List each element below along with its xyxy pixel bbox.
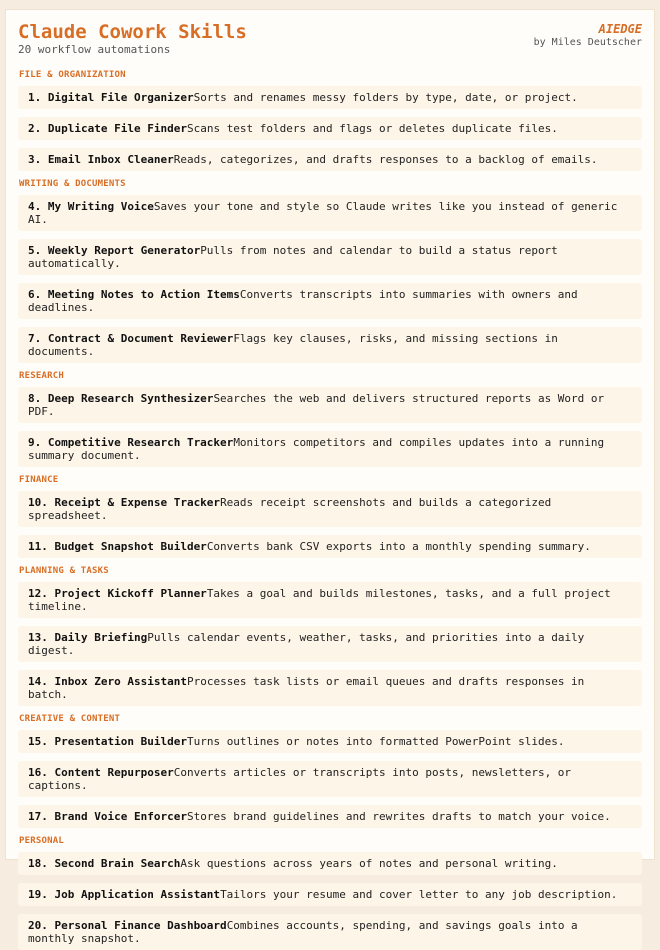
skill-item bbox=[18, 730, 642, 753]
skill-description: Converts bank CSV exports into a monthly spending summary. bbox=[206, 540, 591, 553]
skill-name: 7. Contract & Document Reviewer bbox=[28, 332, 234, 345]
skill-name: 19. Job Application Assistant bbox=[28, 888, 221, 901]
skill-item bbox=[18, 148, 642, 171]
skill-item bbox=[18, 626, 642, 662]
skill-item bbox=[18, 805, 642, 828]
skill-description: Scans test folders and flags or deletes duplicate files. bbox=[186, 122, 558, 135]
skill-item bbox=[18, 195, 642, 231]
skill-name: 11. Budget Snapshot Builder bbox=[28, 540, 207, 553]
byline: by Miles Deutscher bbox=[533, 37, 642, 48]
brand-logo: AIEDGE bbox=[598, 22, 642, 36]
skill-description: Monitors competitors and compiles updates into a running summary document. bbox=[28, 436, 605, 462]
skill-item bbox=[18, 914, 642, 950]
skill-name: 17. Brand Voice Enforcer bbox=[28, 810, 187, 823]
skill-name: 3. Email Inbox Cleaner bbox=[28, 153, 174, 166]
section-title: RESEARCH bbox=[19, 371, 64, 381]
skill-name: 16. Content Repurposer bbox=[28, 766, 174, 779]
skill-item bbox=[18, 761, 642, 797]
skill-name: 4. My Writing Voice bbox=[28, 200, 154, 213]
skill-item bbox=[18, 883, 642, 906]
skill-description: Ask questions across years of notes and personal writing. bbox=[180, 857, 558, 870]
skill-description: Takes a goal and builds milestones, tasks, and a full project timeline. bbox=[28, 587, 611, 613]
skill-name: 13. Daily Briefing bbox=[28, 631, 148, 644]
skill-description: Stores brand guidelines and rewrites drafts to match your voice. bbox=[186, 810, 611, 823]
skill-description: Flags key clauses, risks, and missing sections in documents. bbox=[28, 332, 558, 358]
skill-item bbox=[18, 491, 642, 527]
section-title: CREATIVE & CONTENT bbox=[19, 714, 121, 724]
skill-description: Sorts and renames messy folders by type, date, or project. bbox=[193, 91, 578, 104]
skill-name: 8. Deep Research Synthesizer bbox=[28, 392, 214, 405]
skill-description: Turns outlines or notes into formatted PowerPoint slides. bbox=[186, 735, 565, 748]
skills-list bbox=[6, 70, 654, 950]
section-title: PLANNING & TASKS bbox=[19, 566, 109, 576]
skill-description: Reads, categorizes, and drafts responses to a backlog of emails. bbox=[173, 153, 598, 166]
skill-item bbox=[18, 582, 642, 618]
skill-description: Converts articles or transcripts into posts, newsletters, or captions. bbox=[28, 766, 572, 792]
page-subtitle: 20 workflow automations bbox=[18, 43, 171, 56]
skill-description: Converts transcripts into summaries with owners and deadlines. bbox=[28, 288, 578, 314]
skill-description: Combines accounts, spending, and savings goals into a monthly snapshot. bbox=[28, 919, 578, 945]
skill-item bbox=[18, 283, 642, 319]
skill-item bbox=[18, 535, 642, 558]
skill-name: 20. Personal Finance Dashboard bbox=[28, 919, 227, 932]
skill-name: 6. Meeting Notes to Action Items bbox=[28, 288, 240, 301]
skill-item bbox=[18, 239, 642, 275]
skill-item bbox=[18, 117, 642, 140]
skill-name: 10. Receipt & Expense Tracker bbox=[28, 496, 221, 509]
skill-name: 1. Digital File Organizer bbox=[28, 91, 194, 104]
skill-item bbox=[18, 387, 642, 423]
skill-description: Pulls from notes and calendar to build a status report automatically. bbox=[28, 244, 558, 270]
header bbox=[6, 10, 654, 66]
skill-name: 18. Second Brain Search bbox=[28, 857, 181, 870]
skills-card bbox=[5, 9, 655, 945]
section-title: WRITING & DOCUMENTS bbox=[19, 179, 126, 189]
skill-name: 14. Inbox Zero Assistant bbox=[28, 675, 187, 688]
skill-name: 15. Presentation Builder bbox=[28, 735, 187, 748]
page-title: Claude Cowork Skills bbox=[18, 21, 247, 43]
skill-name: 2. Duplicate File Finder bbox=[28, 122, 187, 135]
skill-description: Pulls calendar events, weather, tasks, and priorities into a daily digest. bbox=[28, 631, 585, 657]
section-title: FILE & ORGANIZATION bbox=[19, 70, 126, 80]
skill-name: 9. Competitive Research Tracker bbox=[28, 436, 234, 449]
skill-description: Searches the web and delivers structured reports as Word or PDF. bbox=[28, 392, 605, 418]
skill-description: Tailors your resume and cover letter to any job description. bbox=[220, 888, 618, 901]
skill-item bbox=[18, 670, 642, 706]
section-title: FINANCE bbox=[19, 475, 59, 485]
section-title: PERSONAL bbox=[19, 836, 64, 846]
skill-description: Reads receipt screenshots and builds a categorized spreadsheet. bbox=[28, 496, 552, 522]
skill-name: 5. Weekly Report Generator bbox=[28, 244, 201, 257]
skill-name: 12. Project Kickoff Planner bbox=[28, 587, 207, 600]
skill-item bbox=[18, 327, 642, 363]
skill-description: Saves your tone and style so Claude writes like you instead of generic AI. bbox=[28, 200, 618, 226]
skill-description: Processes task lists or email queues and drafts responses in batch. bbox=[28, 675, 585, 701]
skill-item bbox=[18, 86, 642, 109]
skill-item bbox=[18, 431, 642, 467]
